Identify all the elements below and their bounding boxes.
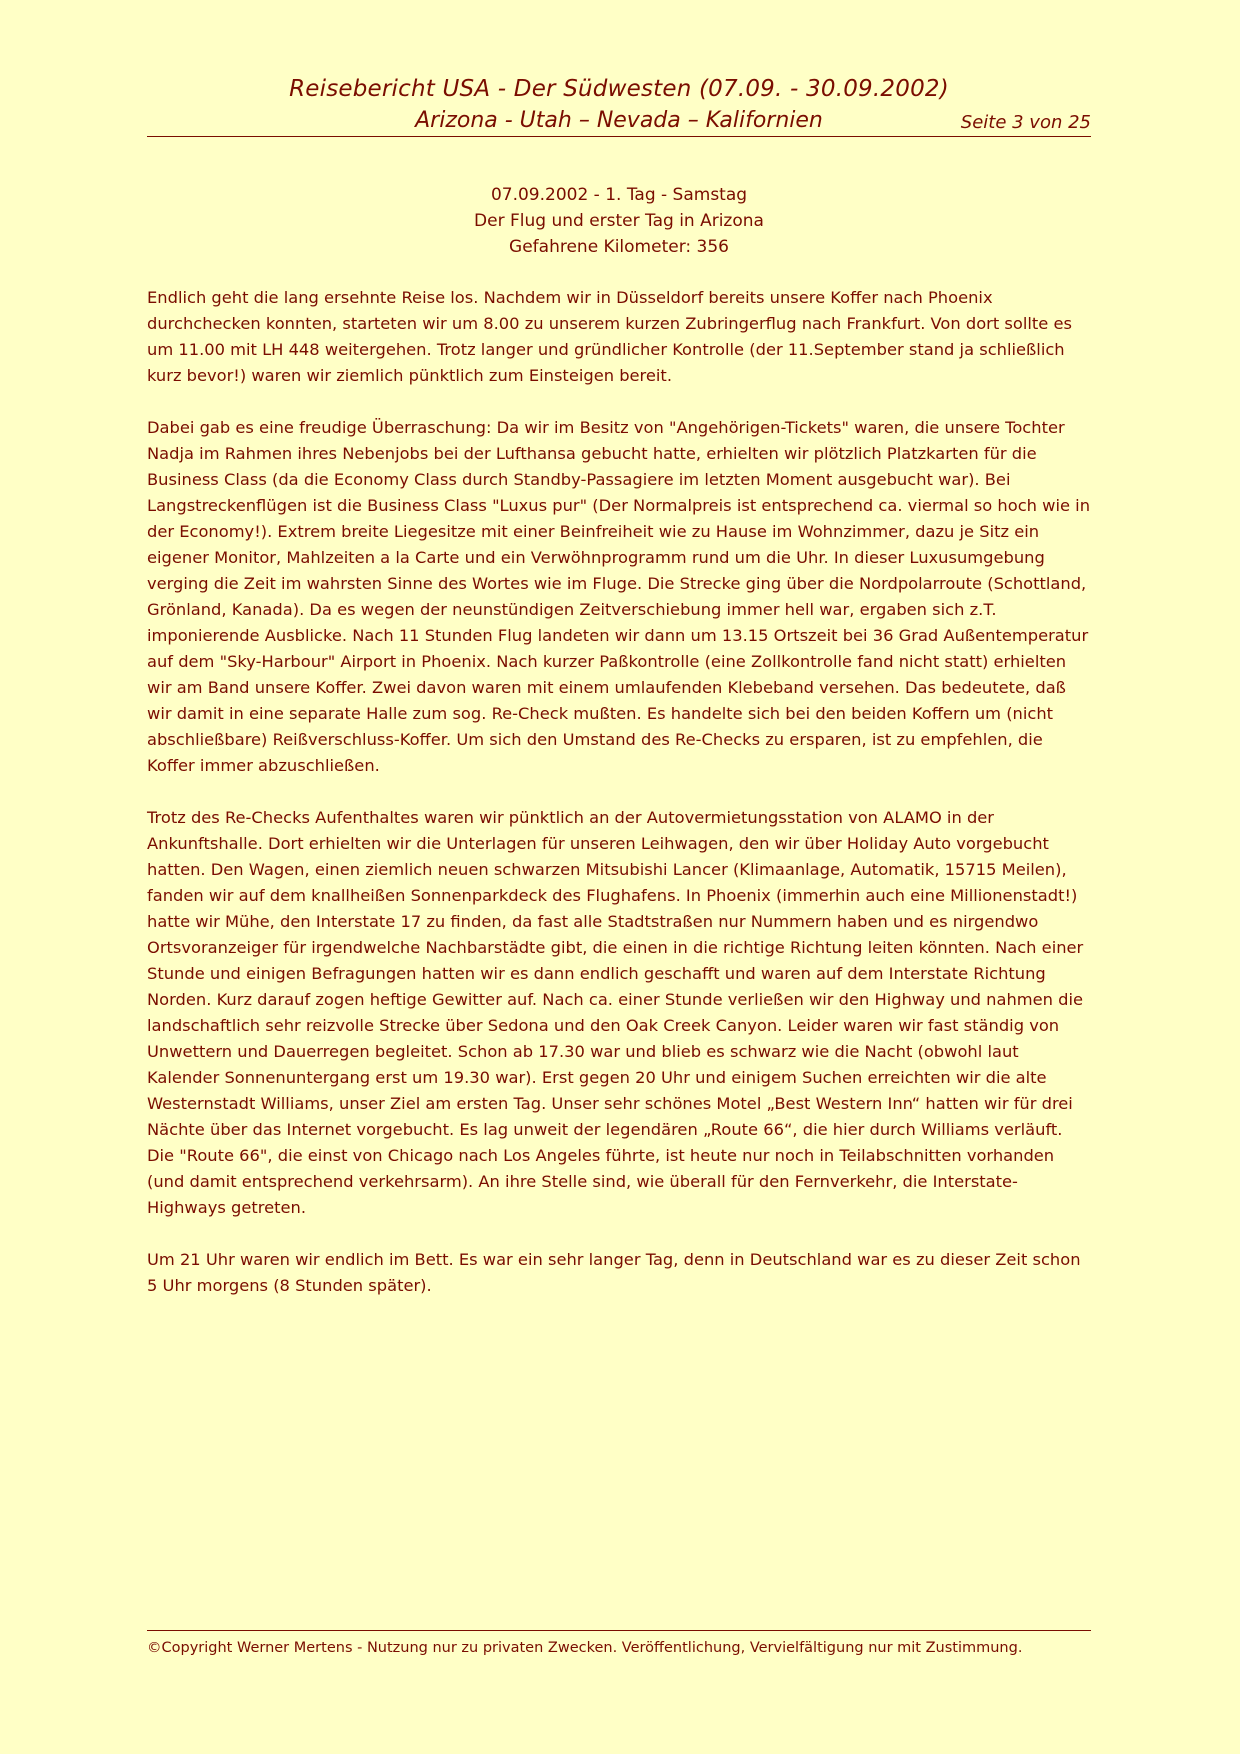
page-number: Seite 3 von 25: [960, 112, 1091, 133]
copyright-notice: ©Copyright Werner Mertens - Nutzung nur zu privaten Zwecken. Veröffentlichung, Vervielfältigung nur mit Zustimmung.: [147, 1640, 1023, 1656]
document-page: [147, 0, 1091, 1754]
paragraph-car-rental: Trotz des Re-Checks Aufenthaltes waren wir pünktlich an der Autovermietungsstation von ALAMO in der Ankunftshalle. Dort erhielten wir die Unterlagen für unseren Leihwagen, den wir über Holiday Auto vorgebucht hatten. Den Wagen, einen ziemlich neuen schwarzen Mitsubishi Lancer (Klimaanlage, Automatik, 15715 Meilen), fanden wir auf dem knallheißen Sonnenparkdeck des Flughafens. In Phoenix (immerhin auch eine Millionenstadt!) hatte wir Mühe, den Interstate 17 zu finden, da fast alle Stadtstraßen nur Nummern haben und es nirgendwo Ortsvoranzeiger für irgendwelche Nachbarstädte gibt, die einen in die richtige Richtung leiten könnten. Nach einer Stunde und einigen Befragungen hatten wir es dann endlich geschafft und waren auf dem Interstate Richtung Norden. Kurz darauf zogen heftige Gewitter auf. Nach ca. einer Stunde verließen wir den Highway und nahmen die landschaftlich sehr reizvolle Strecke über Sedona und den Oak Creek Canyon. Leider waren wir fast ständig von Unwettern und Dauerregen begleitet. Schon ab 17.30 war und blieb es schwarz wie die Nacht (obwohl laut Kalender Sonnenuntergang erst um 19.30 war). Erst gegen 20 Uhr und einigem Suchen erreichten wir die alte Westernstadt Williams, unser Ziel am ersten Tag. Unser sehr schönes Motel „Best Western Inn“ hatten wir für drei Nächte über das Internet vorgebucht. Es lag unweit der legendären „Route 66“, die hier durch Williams verläuft. Die "Route 66", die einst von Chicago nach Los Angeles führte, ist heute nur noch in Teilabschnitten vorhanden (und damit entsprechend verkehrsarm). An ihre Stelle sind, wie überall für den Fernverkehr, die Interstate-Highways getreten.: [147, 808, 1084, 1217]
paragraph-bedtime: Um 21 Uhr waren wir endlich im Bett. Es war ein sehr langer Tag, denn in Deutschland war es zu dieser Zeit schon 5 Uhr morgens (8 Stunden später).: [147, 1250, 1081, 1295]
header-subtitle: Arizona - Utah – Nevada – Kalifornien: [415, 108, 823, 133]
day-kilometers-line: Gefahrene Kilometer: 356: [509, 237, 729, 257]
page-header: [147, 76, 1091, 137]
day-date-line: 07.09.2002 - 1. Tag - Samstag: [490, 185, 748, 205]
paragraph-departure: Endlich geht die lang ersehnte Reise los. Nachdem wir in Düsseldorf bereits unsere Koffer nach Phoenix durchchecken konnten, starteten wir um 8.00 zu unserem kurzen Zubringerflug nach Frankfurt. Von dort sollte es um 11.00 mit LH 448 weitergehen. Trotz langer und gründlicher Kontrolle (der 11.September stand ja schließlich kurz bevor!) waren wir ziemlich pünktlich zum Einsteigen bereit.: [147, 288, 1072, 385]
header-title: Reisebericht USA - Der Südwesten (07.09. - 30.09.2002): [289, 76, 949, 102]
report-body: [147, 285, 1091, 1325]
page-footer: [147, 1630, 1091, 1661]
paragraph-business-class: Dabei gab es eine freudige Überraschung: Da wir im Besitz von "Angehörigen-Tickets" waren, die unsere Tochter Nadja im Rahmen ihres Nebenjobs bei der Lufthansa gebucht hatte, erhielten wir plötzlich Platzkarten für die Business Class (da die Economy Class durch Standby-Passagiere im letzten Moment ausgebucht war). Bei Langstreckenflügen ist die Business Class "Luxus pur" (Der Normalpreis ist entsprechend ca. viermal so hoch wie in der Economy!). Extrem breite Liegesitze mit einer Beinfreiheit wie zu Hause im Wohnzimmer, dazu je Sitz ein eigener Monitor, Mahlzeiten a la Carte und ein Verwöhnprogramm rund um die Uhr. In dieser Luxusumgebung verging die Zeit im wahrsten Sinne des Wortes wie im Fluge. Die Strecke ging über die Nordpolarroute (Schottland, Grönland, Kanada). Da es wegen der neunstündigen Zeitverschiebung immer hell war, ergaben sich z.T. imponierende Ausblicke. Nach 11 Stunden Flug landeten wir dann um 13.15 Ortszeit bei 36 Grad Außentemperatur auf dem "Sky-Harbour" Airport in Phoenix. Nach kurzer Paßkontrolle (eine Zollkontrolle fand nicht statt) erhielten wir am Band unsere Koffer. Zwei davon waren mit einem umlaufenden Klebeband versehen. Das bedeutete, daß wir damit in eine separate Halle zum sog. Re-Check mußten. Es handelte sich bei den beiden Koffern um (nicht abschließbare) Reißverschluss-Koffer. Um sich den Umstand des Re-Checks zu ersparen, ist zu empfehlen, die Koffer immer abzuschließen.: [147, 418, 1091, 775]
day-title-line: Der Flug und erster Tag in Arizona: [474, 211, 764, 231]
day-heading: [147, 182, 1091, 260]
